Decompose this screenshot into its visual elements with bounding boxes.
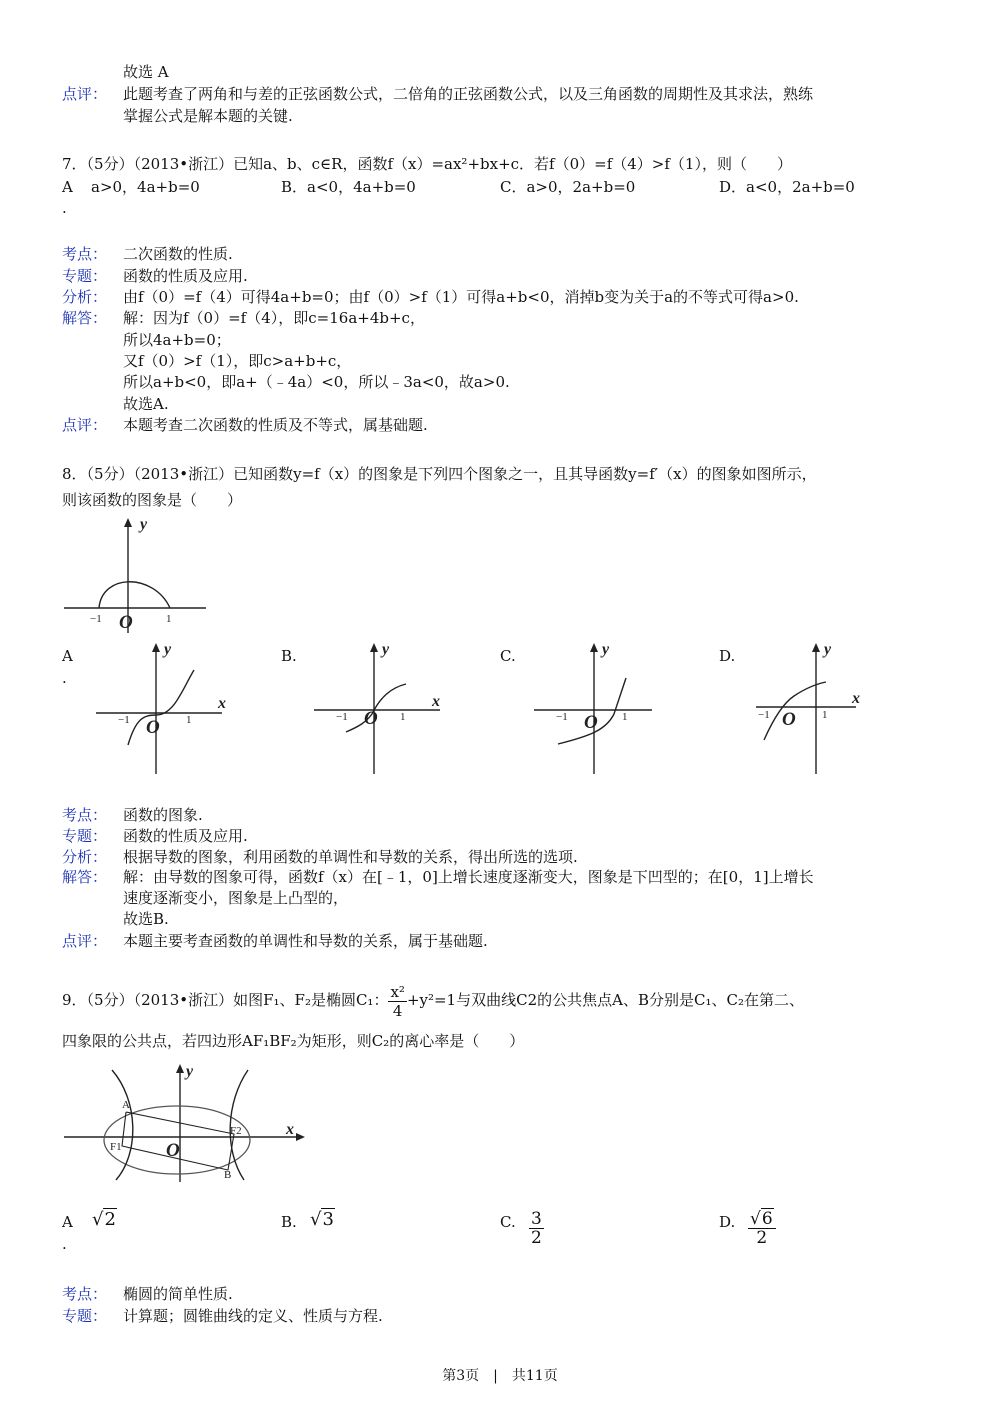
q9-option-d-radicand: 6 xyxy=(761,1209,773,1229)
q9-option-a-letter: A xyxy=(62,1213,73,1231)
origin-label: O xyxy=(584,712,598,733)
fraction-denominator: 2 xyxy=(531,1228,542,1248)
q9-stem xyxy=(62,978,804,1022)
focus-f2-label: F2 xyxy=(230,1125,242,1137)
q7-option-a-dot: . xyxy=(62,199,67,217)
option-a-graph xyxy=(92,640,237,780)
q7-kaodian: 二次函数的性质. xyxy=(123,245,233,263)
q7-jieda-1: 解：因为f（0）=f（4），即c=16a+4b+c， xyxy=(123,309,425,327)
fraction-numerator: x² xyxy=(390,982,405,1001)
tick-minus-one: −1 xyxy=(758,709,770,721)
tick-minus-one: −1 xyxy=(118,714,130,726)
q7-jieda-3: 又f（0）>f（1），即c>a+b+c， xyxy=(123,352,352,370)
tick-one: 1 xyxy=(622,711,628,723)
tick-one: 1 xyxy=(166,613,172,625)
point-b-label: B xyxy=(224,1169,232,1181)
q8-option-b-letter: B. xyxy=(281,647,297,665)
q7-stem: 7．（5分）（2013•浙江）已知a、b、c∈R，函数f（x）=ax²+bx+c．若f（0）=f（4）>f（1），则（ ） xyxy=(62,155,792,173)
q8-jieda-2: 速度逐渐变小，图象是上凸型的， xyxy=(123,889,349,907)
origin-label: O xyxy=(166,1140,180,1161)
q7-option-b: B．a<0，4a+b=0 xyxy=(281,178,416,196)
q9-option-d xyxy=(748,1210,776,1247)
q9-option-c-letter: C. xyxy=(500,1213,516,1231)
function-curve xyxy=(128,670,194,745)
y-axis-arrow-icon xyxy=(590,643,598,652)
q8-option-c-letter: C. xyxy=(500,647,516,665)
q9-zhuanti-label: 专题： xyxy=(62,1307,108,1325)
q9-kaodian: 椭圆的简单性质. xyxy=(123,1285,233,1303)
fraction-numerator xyxy=(748,1210,776,1229)
ellipse-hyperbola-figure xyxy=(60,1060,310,1185)
q9-option-b xyxy=(310,1210,335,1230)
origin-label: O xyxy=(119,612,133,633)
option-b-graph xyxy=(310,640,455,780)
q9-option-d-fraction xyxy=(748,1210,776,1247)
q8-fenxi-label: 分析： xyxy=(62,848,108,866)
x-axis-label: x xyxy=(432,693,440,710)
q7-option-d: D．a<0，2a+b=0 xyxy=(719,178,855,196)
sqrt-icon: √ xyxy=(92,1209,104,1230)
y-axis-label: y xyxy=(164,641,172,658)
previous-answer: 故选 A xyxy=(123,63,169,81)
q9-stem-suffix: +y²=1与双曲线C2的公共焦点A、B分别是C₁、C₂在第二、 xyxy=(406,991,804,1009)
derivative-curve xyxy=(99,582,170,608)
q8-dianping-label: 点评： xyxy=(62,932,108,950)
q7-dianping-label: 点评： xyxy=(62,416,108,434)
x-axis-label: x xyxy=(286,1121,294,1138)
q9-option-a-dot: . xyxy=(62,1235,67,1253)
q8-dianping: 本题主要考查函数的单调性和导数的关系，属于基础题. xyxy=(123,932,488,950)
sqrt-icon: √ xyxy=(310,1209,322,1230)
derivative-graph xyxy=(60,515,210,640)
x-axis-arrow-icon xyxy=(296,1133,305,1141)
tick-one: 1 xyxy=(186,714,192,726)
q8-zhuanti-label: 专题： xyxy=(62,827,108,845)
y-axis-label: y xyxy=(824,641,832,658)
x-axis-label: x xyxy=(218,695,226,712)
q9-zhuanti: 计算题；圆锥曲线的定义、性质与方程. xyxy=(123,1307,383,1325)
q7-fenxi: 由f（0）=f（4）可得4a+b=0；由f（0）>f（1）可得a+b<0，消掉b变为关于a的不等式可得a>0. xyxy=(123,288,799,306)
origin-label: O xyxy=(364,708,378,729)
q7-option-a-letter: A xyxy=(62,178,73,196)
tick-minus-one: −1 xyxy=(90,613,102,625)
comment-text-cont: 掌握公式是解本题的关键. xyxy=(123,107,293,125)
q7-option-c: C．a>0，2a+b=0 xyxy=(500,178,636,196)
q9-stem-cont: 四象限的公共点，若四边形AF₁BF₂为矩形，则C₂的离心率是（ ） xyxy=(62,1032,525,1050)
q7-fenxi-label: 分析： xyxy=(62,288,108,306)
sqrt-icon: √ xyxy=(750,1209,761,1229)
q8-jieda-3: 故选B. xyxy=(123,910,169,928)
comment-text: 此题考查了两角和与差的正弦函数公式，二倍角的正弦函数公式，以及三角函数的周期性及其求法，熟练 xyxy=(123,85,814,103)
origin-label: O xyxy=(782,709,796,730)
y-axis-arrow-icon xyxy=(124,518,132,527)
y-axis-label: y xyxy=(140,516,148,533)
tick-one: 1 xyxy=(400,711,406,723)
tick-minus-one: −1 xyxy=(336,711,348,723)
ellipse-fraction xyxy=(388,983,406,1020)
point-a-label: A xyxy=(122,1099,130,1111)
q8-zhuanti: 函数的性质及应用. xyxy=(123,827,248,845)
q8-stem: 8．（5分）（2013•浙江）已知函数y=f（x）的图象是下列四个图象之一，且其导函数y=f′（x）的图象如图所示， xyxy=(62,465,817,483)
q7-jieda-label: 解答： xyxy=(62,309,108,327)
q7-zhuanti-label: 专题： xyxy=(62,267,108,285)
q8-fenxi: 根据导数的图象，利用函数的单调性和导数的关系，得出所选的选项. xyxy=(123,848,578,866)
q7-jieda-4: 所以a+b<0，即a+（﹣4a）<0，所以﹣3a<0，故a>0. xyxy=(123,373,510,391)
hyperbola-left-branch xyxy=(112,1070,133,1180)
y-axis-arrow-icon xyxy=(812,643,820,652)
q8-stem-cont: 则该函数的图象是（ ） xyxy=(62,491,243,509)
option-d-graph xyxy=(752,640,897,780)
y-axis-arrow-icon xyxy=(176,1064,184,1073)
tick-one: 1 xyxy=(822,709,828,721)
q7-jieda-5: 故选A. xyxy=(123,395,169,413)
fraction-denominator: 2 xyxy=(756,1228,768,1248)
page-footer: 第3页 | 共11页 xyxy=(442,1368,558,1384)
q7-option-a: a>0，4a+b=0 xyxy=(91,178,200,196)
q9-option-a-radicand: 2 xyxy=(104,1209,116,1230)
q9-option-d-letter: D. xyxy=(719,1213,736,1231)
q9-option-c-fraction xyxy=(529,1210,544,1247)
q9-option-b-letter: B. xyxy=(281,1213,297,1231)
y-axis-arrow-icon xyxy=(152,643,160,652)
q7-dianping: 本题考查二次函数的性质及不等式，属基础题. xyxy=(123,416,428,434)
y-axis-arrow-icon xyxy=(370,643,378,652)
q8-jieda-1: 解：由导数的图象可得，函数f（x）在[﹣1，0]上增长速度逐渐变大，图象是下凹型的；在[0，1]上增长 xyxy=(123,868,814,886)
q7-kaodian-label: 考点： xyxy=(62,245,108,263)
option-c-graph xyxy=(530,640,675,780)
q8-kaodian: 函数的图象. xyxy=(123,806,203,824)
fraction-denominator: 4 xyxy=(392,1001,403,1020)
function-curve xyxy=(558,678,626,744)
focus-f1-label: F1 xyxy=(110,1141,122,1153)
origin-label: O xyxy=(146,717,160,738)
tick-minus-one: −1 xyxy=(556,711,568,723)
q7-jieda-2: 所以4a+b=0； xyxy=(123,331,231,349)
q9-kaodian-label: 考点： xyxy=(62,1285,108,1303)
x-axis-label: x xyxy=(852,690,860,707)
y-axis-label: y xyxy=(602,641,610,658)
q8-option-a-dot: . xyxy=(62,669,67,687)
y-axis-label: y xyxy=(382,641,390,658)
fraction-numerator: 3 xyxy=(531,1209,542,1229)
q9-stem-prefix: 9．（5分）（2013•浙江）如图F₁、F₂是椭圆C₁： xyxy=(62,991,389,1009)
q9-option-c xyxy=(529,1210,544,1247)
y-axis-label: y xyxy=(186,1063,194,1080)
q7-zhuanti: 函数的性质及应用. xyxy=(123,267,248,285)
q9-option-b-radicand: 3 xyxy=(322,1209,334,1230)
comment-label: 点评： xyxy=(62,85,108,103)
q8-option-d-letter: D. xyxy=(719,647,736,665)
q8-kaodian-label: 考点： xyxy=(62,806,108,824)
q9-option-a xyxy=(92,1210,117,1230)
q8-jieda-label: 解答： xyxy=(62,868,108,886)
q8-option-a-letter: A xyxy=(62,647,73,665)
